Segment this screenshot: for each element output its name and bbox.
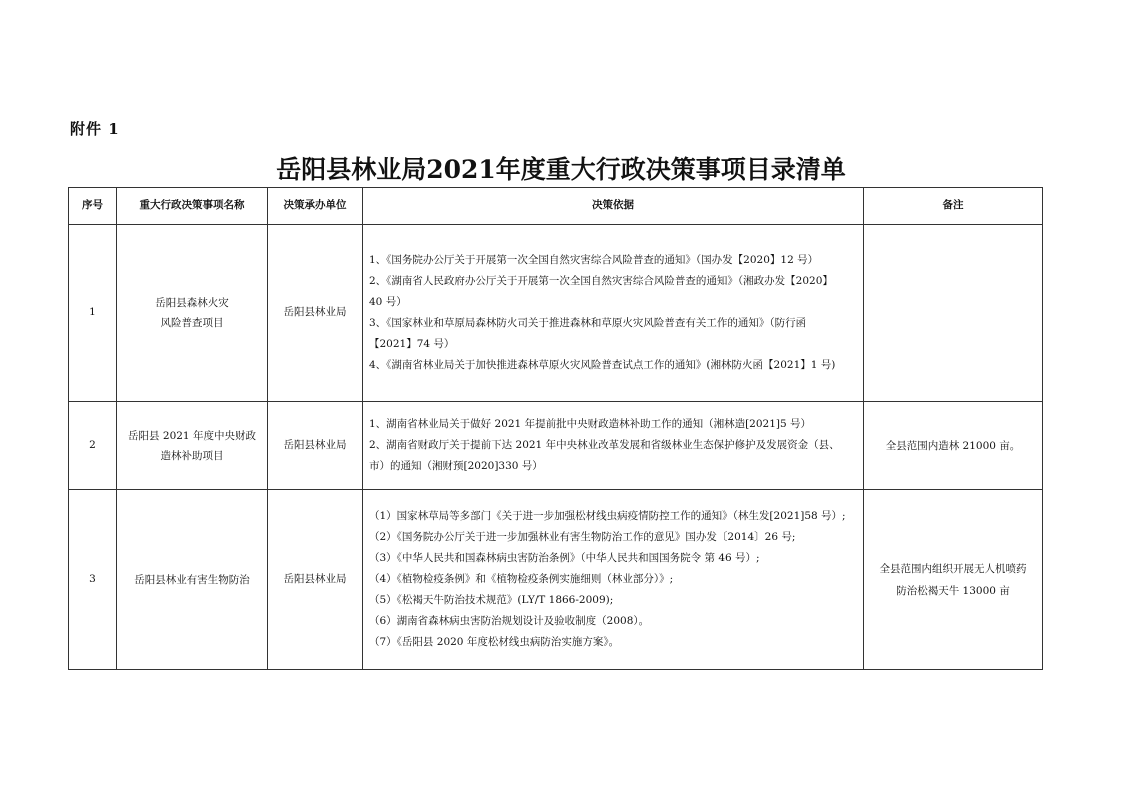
remark-line: 全县范围内组织开展无人机喷药 — [879, 562, 1027, 575]
page-title: 岳阳县林业局2021年度重大行政决策事项目录清单 — [276, 155, 846, 184]
basis-line: 4、《湖南省林业局关于加快推进森林草原火灾风险普查试点工作的通知》(湘林防火函【2021】1 号) — [369, 359, 836, 371]
table-row — [69, 402, 1043, 490]
row-no: 1 — [69, 225, 117, 402]
row-name — [117, 490, 268, 670]
row-remark — [864, 402, 1043, 490]
row-unit: 岳阳县林业局 — [268, 490, 363, 670]
col-header-name: 重大行政决策事项名称 — [117, 188, 268, 225]
row-name-line: 岳阳县林业有害生物防治 — [134, 573, 250, 586]
basis-line: （6）湖南省森林病虫害防治规划设计及验收制度（2008）。 — [369, 615, 650, 627]
row-name-line: 风险普查项目 — [160, 317, 224, 329]
basis-line: （2）《国务院办公厅关于进一步加强林业有害生物防治工作的意见》国办发〔2014〕26 号; — [369, 531, 796, 543]
row-unit: 岳阳县林业局 — [268, 402, 363, 490]
basis-line: （4）《植物检疫条例》和《植物检疫条例实施细则（林业部分）》; — [369, 573, 674, 585]
remark-line: 全县范围内造林 21000 亩。 — [885, 439, 1021, 452]
col-header-unit: 决策承办单位 — [268, 188, 363, 225]
basis-line: （7）《岳阳县 2020 年度松材线虫病防治实施方案》。 — [369, 636, 620, 648]
attachment-label: 附件 1 — [70, 120, 120, 138]
row-no: 3 — [69, 490, 117, 670]
table-row — [69, 490, 1043, 670]
row-name-line: 造林补助项目 — [160, 449, 224, 462]
basis-line: （5）《松褐天牛防治技术规范》(LY/T 1866-2009); — [369, 594, 614, 606]
basis-line: 市）的通知（湘财预[2020]330 号） — [369, 460, 543, 472]
row-name-line: 岳阳县 2021 年度中央财政 — [128, 429, 256, 442]
col-header-no: 序号 — [69, 188, 117, 225]
row-basis — [363, 490, 864, 670]
row-remark — [864, 225, 1043, 402]
table-row — [69, 225, 1043, 402]
basis-line: 1、《国务院办公厅关于开展第一次全国自然灾害综合风险普查的通知》（国办发【2020】12 号） — [369, 254, 819, 266]
basis-line: （3）《中华人民共和国森林病虫害防治条例》（中华人民共和国国务院令 第 46 号）; — [369, 552, 760, 564]
decision-table — [68, 187, 1043, 670]
basis-line: 1、湖南省林业局关于做好 2021 年提前批中央财政造林补助工作的通知（湘林造[2021]5 号） — [369, 418, 812, 430]
row-basis — [363, 225, 864, 402]
row-remark — [864, 490, 1043, 670]
basis-line: 2、《湖南省人民政府办公厅关于开展第一次全国自然灾害综合风险普查的通知》（湘政办发【2020】 — [369, 275, 833, 287]
basis-line: 2、湖南省财政厅关于提前下达 2021 年中央林业改革发展和省级林业生态保护修护及发展资金（县、 — [369, 439, 840, 451]
remark-line: 防治松褐天牛 13000 亩 — [896, 584, 1010, 597]
row-basis — [363, 402, 864, 490]
col-header-basis: 决策依据 — [363, 188, 864, 225]
basis-line: 40 号） — [369, 296, 407, 308]
row-unit: 岳阳县林业局 — [268, 225, 363, 402]
row-name — [117, 402, 268, 490]
basis-line: 【2021】74 号） — [369, 338, 455, 350]
row-no: 2 — [69, 402, 117, 490]
row-name-line: 岳阳县森林火灾 — [155, 297, 229, 309]
table-header-row — [69, 188, 1043, 225]
basis-line: 3、《国家林业和草原局森林防火司关于推进森林和草原火灾风险普查有关工作的通知》（防行函 — [369, 317, 807, 329]
col-header-remark: 备注 — [864, 188, 1043, 225]
basis-line: （1）国家林草局等多部门《关于进一步加强松材线虫病疫情防控工作的通知》（林生发[2021]58 号）; — [369, 510, 846, 522]
row-name — [117, 225, 268, 402]
